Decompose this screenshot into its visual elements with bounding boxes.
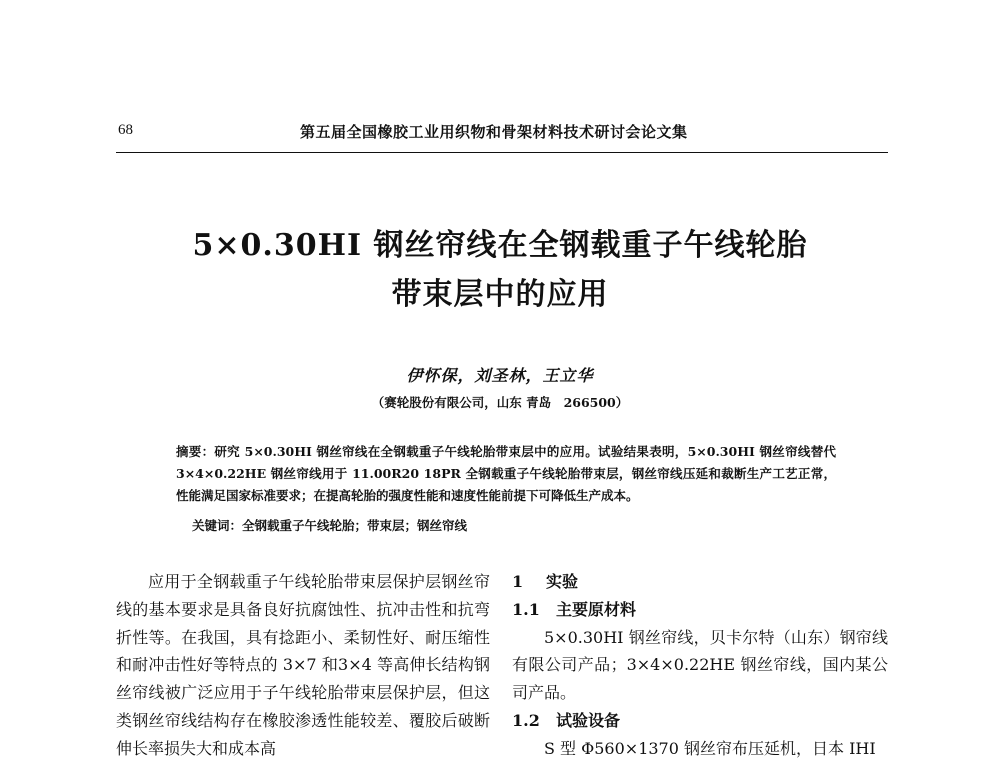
keywords-text: 全钢载重子午线轮胎；带束层；钢丝帘线 [242, 518, 468, 533]
abstract-text: 研究 5×0.30HI 钢丝帘线在全钢载重子午线轮胎带束层中的应用。试验结果表明，5×0.30HI 钢丝帘线替代 3×4×0.22HE 钢丝帘线用于 11.00R20 18PR 全钢载重子午线轮胎带束层，钢丝帘线压延和裁断生产工艺正常，性能满足国家标准要求；在提高轮胎的强度性能和速度性能前提下可降低生产成本。 [176, 444, 836, 503]
equipment-paragraph: S 型 Φ560×1370 钢丝帘布压延机，日本 IHI [544, 738, 876, 758]
affiliation: （赛轮股份有限公司，山东 青岛 266500） [371, 395, 629, 410]
left-column [116, 568, 490, 763]
section-1-2-number: 1.2 [512, 710, 540, 730]
right-column [512, 568, 888, 763]
paper-title-line2: 带束层中的应用 [391, 277, 609, 312]
section-1-heading [512, 568, 888, 596]
paper-title-line1: 5×0.30HI 钢丝帘线在全钢载重子午线轮胎 [192, 228, 808, 263]
abstract [176, 441, 836, 507]
section-1-1-heading [512, 596, 888, 624]
keywords-label: 关键词： [192, 518, 243, 533]
running-title: 第五届全国橡胶工业用织物和骨架材料技术研讨会论文集 [300, 123, 688, 141]
authors: 伊怀保，刘圣林，王立华 [406, 366, 594, 385]
abstract-label: 摘要： [176, 444, 215, 459]
intro-paragraph: 应用于全钢载重子午线轮胎带束层保护层钢丝帘线的基本要求是具备良好抗腐蚀性、抗冲击性和抗弯折性等。在我国，具有捻距小、柔韧性好、耐压缩性和耐冲击性好等特点的 3×7 和3×4 等高伸长结构钢丝帘线被广泛应用于子午线轮胎带束层保护层，但这类钢丝帘线结构存在橡胶渗透性能较差、覆胶后破断伸长率损失大和成本高 [116, 572, 490, 758]
section-1-2-title: 试验设备 [556, 710, 621, 730]
section-1-2-heading [512, 707, 888, 735]
page-number: 68 [118, 122, 133, 138]
section-1-title: 实验 [546, 572, 579, 591]
materials-paragraph: 5×0.30HI 钢丝帘线，贝卡尔特（山东）钢帘线有限公司产品；3×4×0.22HE 钢丝帘线，国内某公司产品。 [512, 627, 888, 703]
section-1-number: 1 [512, 572, 524, 591]
section-1-1-title: 主要原材料 [556, 599, 637, 619]
header-rule [116, 152, 888, 153]
keywords [192, 516, 467, 534]
section-1-1-number: 1.1 [512, 599, 540, 619]
